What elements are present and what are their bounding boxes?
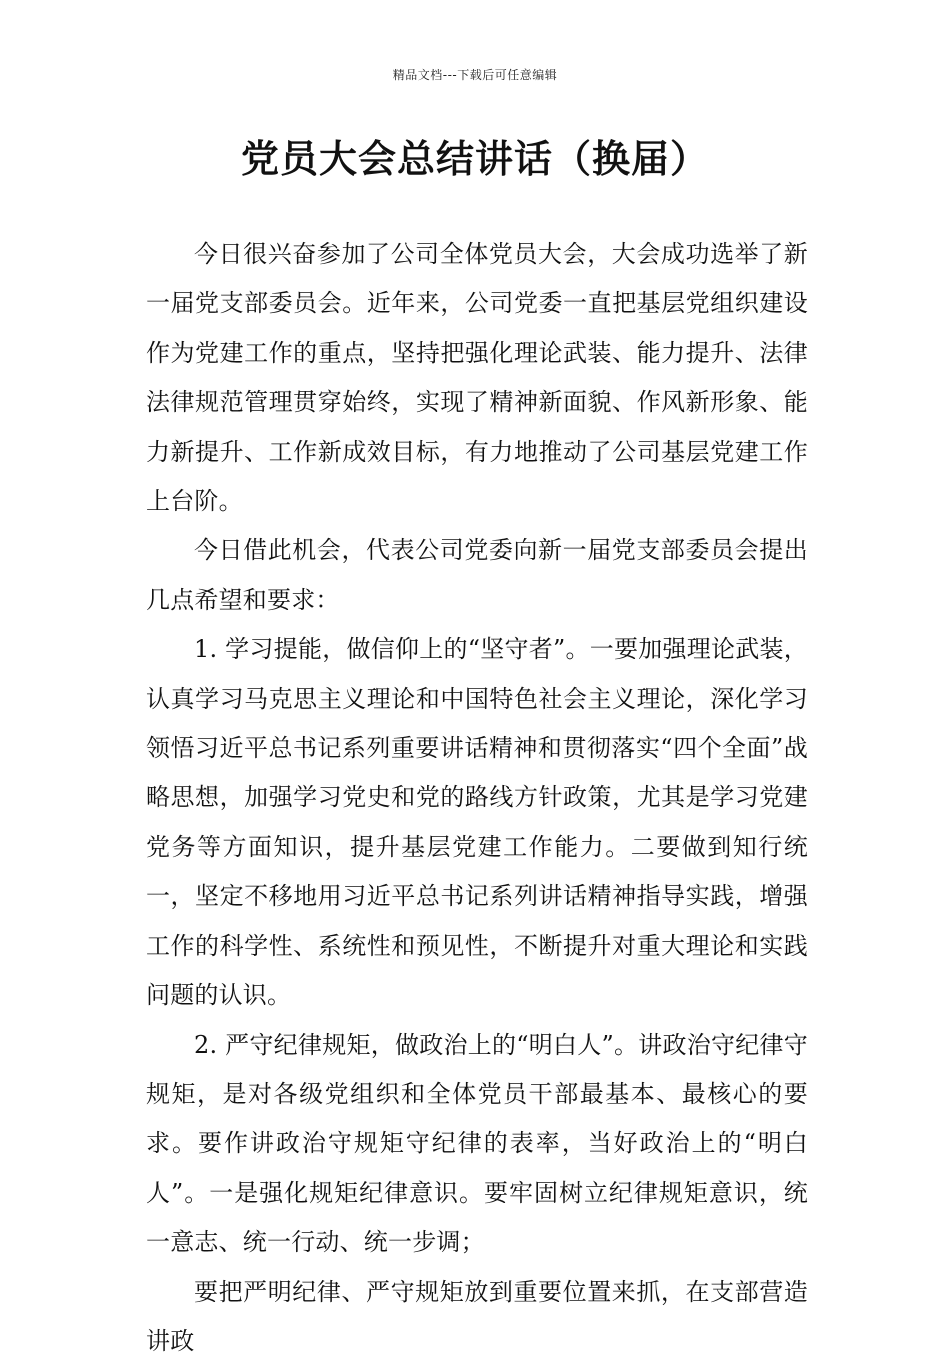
document-title: 党员大会总结讲话（换届） [240,137,709,181]
paragraph-point-1: 1. 学习提能，做信仰上的“坚守者”。一要加强理论武装，认真学习马克思主义理论和中国特色社会主义理论，深化学习领悟习近平总书记系列重要讲话精神和贯彻落实“四个全面”战略思想，加强学习党史和党的路线方针政策，尤其是学习党建党务等方面知识，提升基层党建工作能力。二要做到知行统一，坚定不移地用习近平总书记系列讲话精神指导实践，增强工作的科学性、系统性和预见性，不断提升对重大理论和实践问题的认识。 [146,635,808,1010]
paragraph-intro: 今日很兴奋参加了公司全体党员大会，大会成功选举了新一届党支部委员会。近年来，公司党委一直把基层党组织建设作为党建工作的重点，坚持把强化理论武装、能力提升、法律法律规范管理贯穿始终，实现了精神新面貌、作风新形象、能力新提升、工作新成效目标，有力地推动了公司基层党建工作上台阶。 [146,240,808,516]
document-body [146,230,808,1366]
paragraph-discipline: 要把严明纪律、严守规矩放到重要位置来抓，在支部营造讲政 [146,1277,808,1355]
paragraph-point-2: 2. 严守纪律规矩，做政治上的“明白人”。讲政治守纪律守规矩，是对各级党组织和全体党员干部最基本、最核心的要求。要作讲政治守规矩守纪律的表率，当好政治上的“明白人”。一是强化规矩纪律意识。要牢固树立纪律规矩意识，统一意志、统一行动、统一步调； [146,1030,808,1257]
header-note: 精品文档---下载后可任意编辑 [392,68,558,82]
paragraph-requests: 今日借此机会，代表公司党委向新一届党支部委员会提出几点希望和要求： [146,536,808,614]
